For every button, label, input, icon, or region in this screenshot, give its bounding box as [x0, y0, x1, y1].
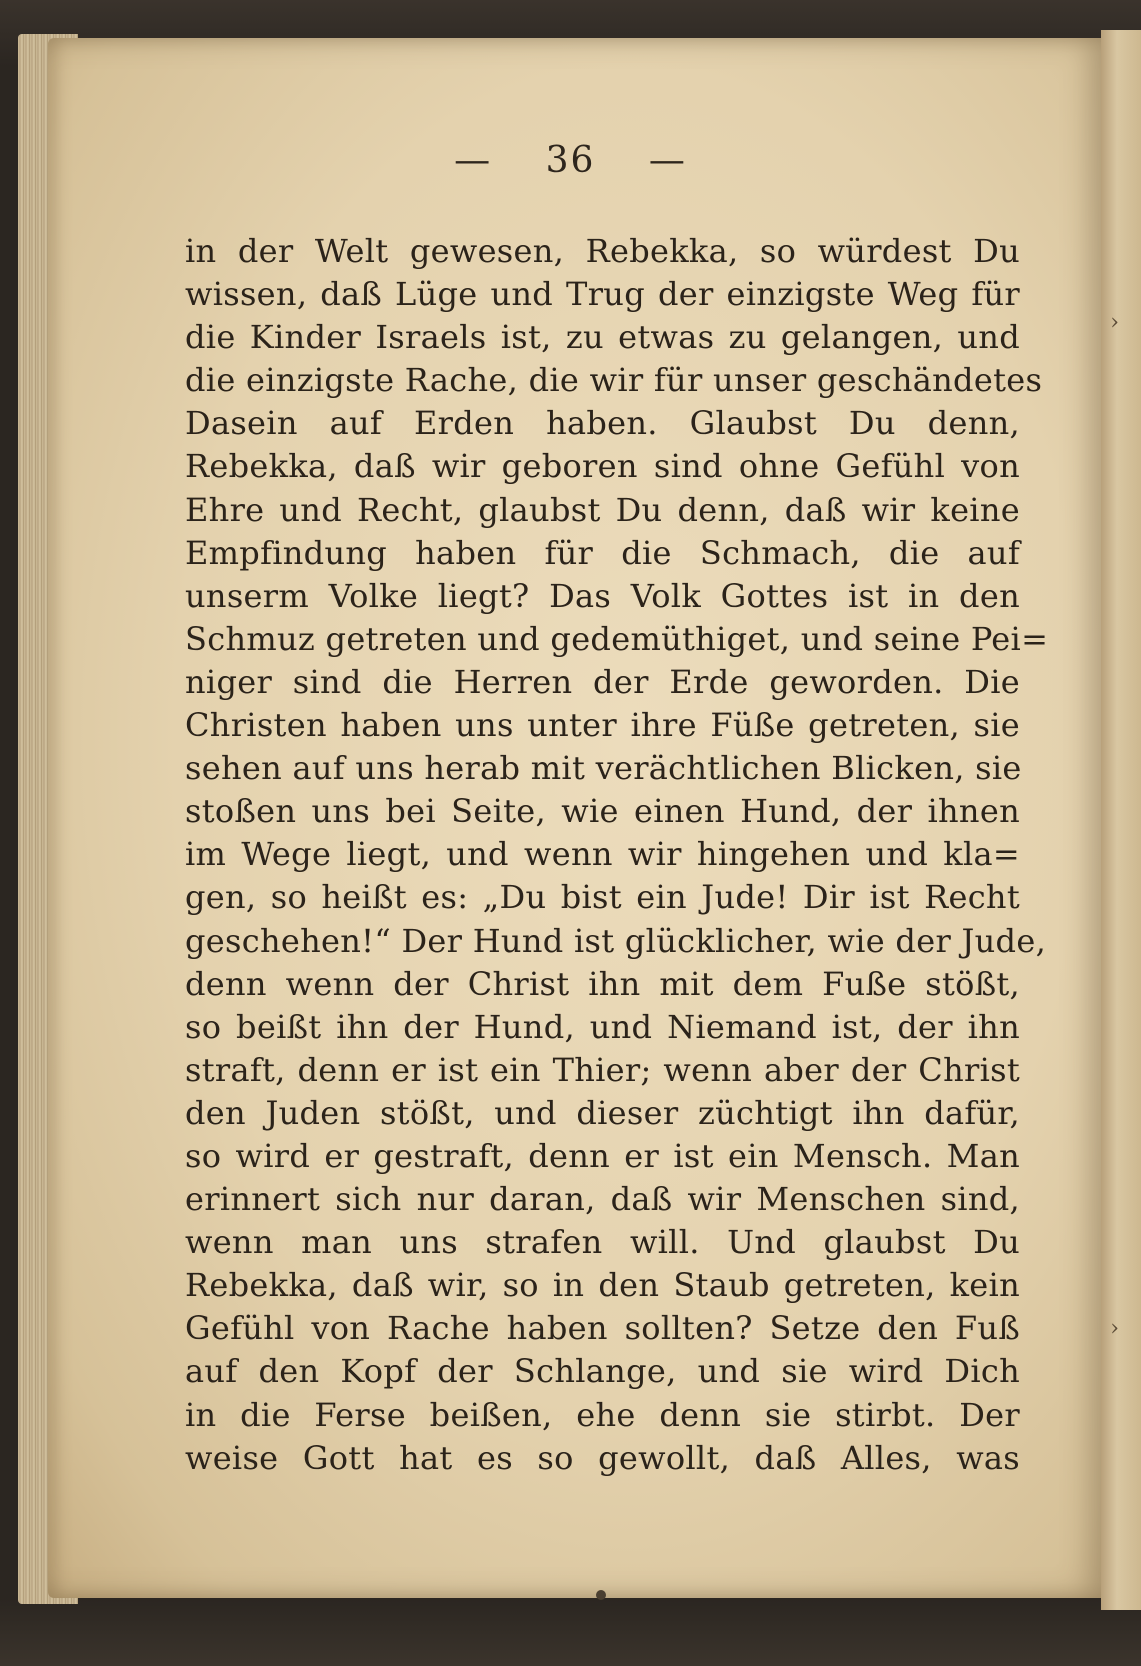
- text-line: Rebekka, daß wir geboren sind ohne Gefühl von: [185, 447, 1020, 486]
- text-line: erinnert sich nur daran, daß wir Menschen sind,: [185, 1180, 1020, 1219]
- header-dash-left: —: [454, 140, 493, 181]
- text-line: weise Gott hat es so gewollt, daß Alles, was: [185, 1438, 1020, 1477]
- text-line: Gefühl von Rache haben sollten? Setze den Fuß: [185, 1309, 1020, 1348]
- text-line: in die Ferse beißen, ehe denn sie stirbt. Der: [185, 1395, 1020, 1434]
- text-line: straft, denn er ist ein Thier; wenn aber der Christ: [185, 1050, 1020, 1089]
- text-line: Rebekka, daß wir, so in den Staub getreten, kein: [185, 1266, 1020, 1305]
- text-line: stoßen uns bei Seite, wie einen Hund, der ihnen: [185, 792, 1020, 831]
- text-line: gen, so heißt es: „Du bist ein Jude! Dir ist Recht: [185, 878, 1020, 917]
- text-line: den Juden stößt, und dieser züchtigt ihn dafür,: [185, 1093, 1020, 1132]
- text-line: so wird er gestraft, denn er ist ein Mensch. Man: [185, 1136, 1020, 1175]
- gutter-arrow-icon: ›: [1110, 1316, 1119, 1341]
- text-line: unserm Volke liegt? Das Volk Gottes ist in den: [185, 576, 1020, 615]
- text-line: im Wege liegt, und wenn wir hingehen und kla=: [185, 835, 1020, 874]
- binding-dot-icon: [596, 1590, 606, 1600]
- gutter-arrow-icon: ›: [1110, 310, 1119, 335]
- text-line: niger sind die Herren der Erde geworden. Die: [185, 662, 1020, 701]
- text-line: sehen auf uns herab mit verächtlichen Blicken, sie: [185, 749, 1022, 788]
- text-line: Ehre und Recht, glaubst Du denn, daß wir keine: [185, 490, 1020, 529]
- text-line: denn wenn der Christ ihn mit dem Fuße stößt,: [185, 964, 1020, 1003]
- text-line: so beißt ihn der Hund, und Niemand ist, der ihn: [185, 1007, 1020, 1046]
- text-line: in der Welt gewesen, Rebekka, so würdest Du: [185, 232, 1020, 270]
- text-line: die Kinder Israels ist, zu etwas zu gelangen, und: [185, 318, 1020, 357]
- page-number: 36: [545, 140, 596, 181]
- page-body-text: [185, 230, 1049, 1480]
- text-line: Empfindung haben für die Schmach, die auf: [185, 533, 1020, 572]
- text-line: geschehen!“ Der Hund ist glücklicher, wie der Jude,: [185, 921, 1047, 960]
- text-line: die einzigste Rache, die wir für unser geschändetes: [185, 361, 1043, 400]
- text-line: Schmuz getreten und gedemüthiget, und seine Pei=: [185, 619, 1049, 658]
- text-line: Christen haben uns unter ihre Füße getreten, sie: [185, 706, 1020, 745]
- header-dash-right: —: [648, 140, 687, 181]
- next-page-gutter: [1101, 30, 1141, 1610]
- page-header: [0, 140, 1141, 181]
- text-line: wissen, daß Lüge und Trug der einzigste Weg für: [185, 275, 1020, 314]
- text-line: Dasein auf Erden haben. Glaubst Du denn,: [185, 404, 1020, 443]
- text-line: auf den Kopf der Schlange, und sie wird Dich: [185, 1352, 1020, 1391]
- text-line: wenn man uns strafen will. Und glaubst Du: [185, 1223, 1020, 1262]
